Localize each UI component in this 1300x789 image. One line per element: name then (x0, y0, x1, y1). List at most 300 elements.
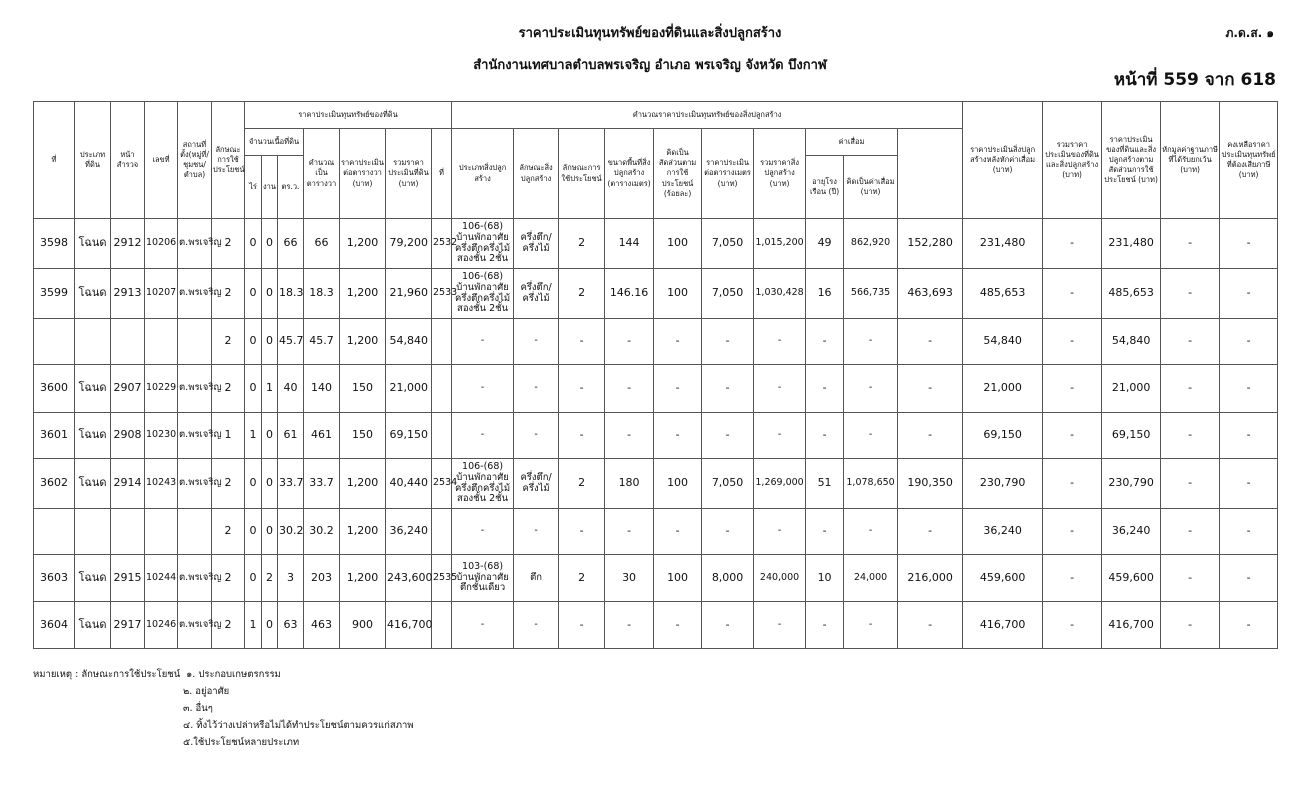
cell-doc-type: โฉนด (75, 555, 111, 602)
cell-no: 3602 (34, 459, 75, 509)
cell-price-per-wa: 1,200 (340, 509, 386, 555)
cell-proportional: - (1043, 219, 1102, 269)
cell-remaining: - (1161, 365, 1220, 413)
cell-b-price-sqm: 8,000 (702, 555, 754, 602)
notes-item: ๓. อื่นๆ (183, 703, 213, 714)
cell-doc-type: โฉนด (75, 413, 111, 459)
cell-usage: 2 (212, 319, 245, 365)
cell-b-after-dep: - (898, 509, 963, 555)
cell-remaining: - (1161, 269, 1220, 319)
cell-remaining: - (1161, 219, 1220, 269)
notes-item: ๕.ใช้ประโยชน์หลายประเภท (183, 737, 300, 748)
cell-b-character: - (514, 602, 559, 649)
cell-location: ต.พรเจริญ (178, 365, 212, 413)
cell-b-type: - (452, 319, 514, 365)
cell-price-per-wa: 150 (340, 365, 386, 413)
cell-ngan: 0 (262, 413, 278, 459)
cell-no: 3601 (34, 413, 75, 459)
notes (33, 666, 414, 751)
cell-location: ต.พรเจริญ (178, 459, 212, 509)
cell-b-price-sqm: - (702, 319, 754, 365)
cell-survey-page (111, 509, 145, 555)
col-ngan: งาน (262, 156, 278, 219)
cell-doc-no (145, 509, 178, 555)
cell-b-total: 1,015,200 (754, 219, 806, 269)
cell-b-size: - (605, 319, 654, 365)
col-doc-no: เลขที่ (145, 102, 178, 219)
cell-dep-age: - (806, 413, 844, 459)
cell-b-after-dep: 463,693 (898, 269, 963, 319)
col-doc-type: ประเภทที่ดิน (75, 102, 111, 219)
cell-dep-age: 51 (806, 459, 844, 509)
cell-b-no: 2532 (432, 219, 452, 269)
col-no: ที่ (34, 102, 75, 219)
cell-area-calc: 461 (304, 413, 340, 459)
cell-b-percent: 100 (654, 459, 702, 509)
cell-remaining: - (1161, 509, 1220, 555)
col-location: สถานที่ตั้ง(หมู่ที่/ชุมชน/ตำบล) (178, 102, 212, 219)
table-row (34, 509, 1278, 555)
cell-b-usage: 2 (559, 555, 605, 602)
cell-b-type: 106-(68) บ้านพักอาศัยครึ่งตึกครึ่งไม้สองชั้น 2ชั้น (452, 219, 514, 269)
cell-no: 3604 (34, 602, 75, 649)
cell-price-per-wa: 1,200 (340, 555, 386, 602)
col-grand-total: รวมราคาประเมินของที่ดินและสิ่งปลูกสร้าง (บาท) (1043, 102, 1102, 219)
cell-b-price-sqm: - (702, 602, 754, 649)
cell-usage: 2 (212, 459, 245, 509)
cell-doc-no: 10206 (145, 219, 178, 269)
cell-b-after-dep: - (898, 365, 963, 413)
cell-deduction: 54,840 (1102, 319, 1161, 365)
cell-remaining: - (1161, 602, 1220, 649)
cell-b-no (432, 413, 452, 459)
cell-b-percent: - (654, 413, 702, 459)
col-b-total: รวมราคาสิ่งปลูกสร้าง (บาท) (754, 129, 806, 219)
cell-b-no: 2533 (432, 269, 452, 319)
cell-area-calc: 140 (304, 365, 340, 413)
col-b-after-dep: ราคาประเมินสิ่งปลูกสร้างหลังหักค่าเสื่อม (บาท) (963, 102, 1043, 219)
cell-location: ต.พรเจริญ (178, 219, 212, 269)
cell-ngan: 0 (262, 219, 278, 269)
cell-b-character: - (514, 413, 559, 459)
cell-rai: 0 (245, 509, 262, 555)
cell-b-size: - (605, 413, 654, 459)
cell-b-usage: - (559, 319, 605, 365)
cell-survey-page: 2907 (111, 365, 145, 413)
cell-b-size: - (605, 509, 654, 555)
cell-grand-total: 231,480 (963, 219, 1043, 269)
col-survey-page: หน้าสำรวจ (111, 102, 145, 219)
cell-dep-age: - (806, 509, 844, 555)
table-row (34, 365, 1278, 413)
cell-rai: 0 (245, 219, 262, 269)
cell-tax-rate: - (1220, 509, 1278, 555)
col-b-size: ขนาดพื้นที่สิ่งปลูกสร้าง (ตารางเมตร) (605, 129, 654, 219)
cell-land-total: 40,440 (386, 459, 432, 509)
cell-b-character: ตึก (514, 555, 559, 602)
cell-usage: 2 (212, 365, 245, 413)
cell-doc-no: 10243 (145, 459, 178, 509)
cell-land-total: 69,150 (386, 413, 432, 459)
cell-usage: 2 (212, 509, 245, 555)
form-code: ภ.ด.ส. ๑ (1225, 26, 1274, 40)
cell-deduction: 36,240 (1102, 509, 1161, 555)
cell-tax-rate: - (1220, 319, 1278, 365)
cell-b-no (432, 365, 452, 413)
col-b-percent: คิดเป็นสัดส่วนตามการใช้ประโยชน์ (ร้อยละ) (654, 129, 702, 219)
cell-survey-page: 2913 (111, 269, 145, 319)
cell-b-character: - (514, 365, 559, 413)
cell-ngan: 1 (262, 365, 278, 413)
notes-line-1 (33, 666, 414, 683)
cell-wa: 63 (278, 602, 304, 649)
cell-b-percent: - (654, 319, 702, 365)
cell-tax-rate: - (1220, 459, 1278, 509)
table-row (34, 269, 1278, 319)
cell-ngan: 0 (262, 602, 278, 649)
cell-tax-rate: - (1220, 602, 1278, 649)
cell-b-price-sqm: - (702, 365, 754, 413)
group-area: จำนวนเนื้อที่ดิน (245, 129, 304, 156)
cell-location: ต.พรเจริญ (178, 413, 212, 459)
cell-b-type: - (452, 509, 514, 555)
cell-doc-no: 10230 (145, 413, 178, 459)
cell-no: 3598 (34, 219, 75, 269)
cell-doc-type: โฉนด (75, 459, 111, 509)
cell-doc-no (145, 319, 178, 365)
cell-area-calc: 463 (304, 602, 340, 649)
cell-dep-age: - (806, 319, 844, 365)
cell-doc-type: โฉนด (75, 602, 111, 649)
col-price-per-wa: ราคาประเมินต่อตารางวา (บาท) (340, 129, 386, 219)
cell-proportional: - (1043, 509, 1102, 555)
cell-b-usage: - (559, 509, 605, 555)
cell-b-after-dep: 216,000 (898, 555, 963, 602)
notes-item: ๔. ทิ้งไว้ว่างเปล่าหรือไม่ได้ทำประโยชน์ตามควรแก่สภาพ (183, 720, 414, 731)
col-b-no: ที่ (432, 129, 452, 219)
cell-b-percent: - (654, 509, 702, 555)
cell-no (34, 319, 75, 365)
cell-grand-total: 459,600 (963, 555, 1043, 602)
cell-rai: 0 (245, 365, 262, 413)
cell-b-character: - (514, 319, 559, 365)
cell-survey-page: 2912 (111, 219, 145, 269)
cell-b-no (432, 602, 452, 649)
cell-b-no (432, 509, 452, 555)
cell-doc-no: 10207 (145, 269, 178, 319)
cell-b-total: - (754, 509, 806, 555)
cell-b-no: 2534 (432, 459, 452, 509)
cell-land-total: 79,200 (386, 219, 432, 269)
cell-land-total: 54,840 (386, 319, 432, 365)
col-dep-amount: คิดเป็นค่าเสื่อม (บาท) (844, 156, 898, 219)
cell-b-total: - (754, 319, 806, 365)
cell-area-calc: 18.3 (304, 269, 340, 319)
cell-usage: 2 (212, 269, 245, 319)
cell-land-total: 21,960 (386, 269, 432, 319)
cell-b-total: - (754, 365, 806, 413)
cell-b-type: - (452, 413, 514, 459)
cell-b-type: 106-(68) บ้านพักอาศัยครึ่งตึกครึ่งไม้สองชั้น 2ชั้น (452, 269, 514, 319)
table-row (34, 219, 1278, 269)
cell-wa: 18.3 (278, 269, 304, 319)
cell-price-per-wa: 1,200 (340, 319, 386, 365)
cell-ngan: 0 (262, 509, 278, 555)
page-indicator: หน้าที่ 559 จาก 618 (1113, 70, 1276, 90)
cell-dep-amount: - (844, 413, 898, 459)
cell-rai: 1 (245, 413, 262, 459)
cell-wa: 3 (278, 555, 304, 602)
cell-ngan: 0 (262, 459, 278, 509)
cell-proportional: - (1043, 269, 1102, 319)
cell-b-usage: - (559, 365, 605, 413)
cell-dep-amount: - (844, 509, 898, 555)
cell-land-total: 416,700 (386, 602, 432, 649)
cell-b-after-dep: - (898, 602, 963, 649)
cell-remaining: - (1161, 319, 1220, 365)
col-usage: ลักษณะการใช้ประโยชน์ (212, 102, 245, 219)
cell-land-total: 36,240 (386, 509, 432, 555)
cell-usage: 2 (212, 219, 245, 269)
cell-b-total: 240,000 (754, 555, 806, 602)
cell-doc-no: 10244 (145, 555, 178, 602)
cell-b-size: - (605, 602, 654, 649)
cell-land-total: 21,000 (386, 365, 432, 413)
cell-rai: 0 (245, 459, 262, 509)
cell-no: 3603 (34, 555, 75, 602)
cell-b-size: 144 (605, 219, 654, 269)
cell-survey-page: 2915 (111, 555, 145, 602)
cell-dep-age: 16 (806, 269, 844, 319)
cell-area-calc: 66 (304, 219, 340, 269)
cell-b-price-sqm: - (702, 413, 754, 459)
cell-price-per-wa: 150 (340, 413, 386, 459)
cell-grand-total: 54,840 (963, 319, 1043, 365)
cell-deduction: 485,653 (1102, 269, 1161, 319)
cell-b-character: ครึ่งตึก/ครึ่งไม้ (514, 269, 559, 319)
cell-proportional: - (1043, 602, 1102, 649)
cell-b-usage: - (559, 602, 605, 649)
cell-usage: 2 (212, 555, 245, 602)
cell-rai: 1 (245, 602, 262, 649)
cell-survey-page: 2914 (111, 459, 145, 509)
cell-b-usage: 2 (559, 219, 605, 269)
cell-survey-page: 2917 (111, 602, 145, 649)
cell-b-price-sqm: 7,050 (702, 459, 754, 509)
col-b-type: ประเภทสิ่งปลูกสร้าง (452, 129, 514, 219)
cell-b-size: 146.16 (605, 269, 654, 319)
table-body (34, 219, 1278, 649)
col-b-price-sqm: ราคาประเมินต่อตารางเมตร (บาท) (702, 129, 754, 219)
cell-deduction: 21,000 (1102, 365, 1161, 413)
cell-location: ต.พรเจริญ (178, 602, 212, 649)
group-land: ราคาประเมินทุนทรัพย์ของที่ดิน (245, 102, 452, 129)
cell-tax-rate: - (1220, 219, 1278, 269)
cell-survey-page (111, 319, 145, 365)
cell-b-percent: 100 (654, 269, 702, 319)
cell-grand-total: 36,240 (963, 509, 1043, 555)
cell-wa: 40 (278, 365, 304, 413)
cell-tax-rate: - (1220, 269, 1278, 319)
col-dep-age: อายุโรงเรือน (ปี) (806, 156, 844, 219)
cell-b-total: - (754, 602, 806, 649)
cell-b-total: - (754, 413, 806, 459)
cell-dep-amount: 862,920 (844, 219, 898, 269)
cell-dep-age: 10 (806, 555, 844, 602)
cell-price-per-wa: 1,200 (340, 219, 386, 269)
cell-price-per-wa: 900 (340, 602, 386, 649)
cell-b-type: 106-(68) บ้านพักอาศัยครึ่งตึกครึ่งไม้สองชั้น 2ชั้น (452, 459, 514, 509)
table-row (34, 319, 1278, 365)
cell-dep-amount: - (844, 319, 898, 365)
cell-ngan: 0 (262, 319, 278, 365)
cell-no: 3599 (34, 269, 75, 319)
cell-rai: 0 (245, 555, 262, 602)
cell-tax-rate: - (1220, 555, 1278, 602)
cell-b-percent: - (654, 365, 702, 413)
cell-doc-type: โฉนด (75, 365, 111, 413)
cell-b-size: 30 (605, 555, 654, 602)
cell-deduction: 416,700 (1102, 602, 1161, 649)
col-rai: ไร่ (245, 156, 262, 219)
cell-location: ต.พรเจริญ (178, 555, 212, 602)
cell-b-after-dep: 152,280 (898, 219, 963, 269)
cell-remaining: - (1161, 459, 1220, 509)
cell-b-percent: 100 (654, 219, 702, 269)
cell-dep-amount: 24,000 (844, 555, 898, 602)
cell-area-calc: 30.2 (304, 509, 340, 555)
cell-b-character: ครึ่งตึก/ครึ่งไม้ (514, 459, 559, 509)
cell-b-usage: 2 (559, 269, 605, 319)
cell-b-percent: - (654, 602, 702, 649)
table-row (34, 459, 1278, 509)
cell-price-per-wa: 1,200 (340, 459, 386, 509)
cell-remaining: - (1161, 413, 1220, 459)
cell-rai: 0 (245, 269, 262, 319)
cell-b-type: - (452, 602, 514, 649)
cell-grand-total: 21,000 (963, 365, 1043, 413)
cell-tax-rate: - (1220, 365, 1278, 413)
cell-b-no: 2535 (432, 555, 452, 602)
cell-proportional: - (1043, 555, 1102, 602)
cell-doc-type (75, 319, 111, 365)
cell-dep-amount: 1,078,650 (844, 459, 898, 509)
col-deduction: หักมูลค่าฐานภาษีที่ได้รับยกเว้น (บาท) (1161, 102, 1220, 219)
cell-doc-type: โฉนด (75, 269, 111, 319)
cell-price-per-wa: 1,200 (340, 269, 386, 319)
cell-wa: 33.7 (278, 459, 304, 509)
cell-b-price-sqm: 7,050 (702, 269, 754, 319)
cell-b-after-dep: 190,350 (898, 459, 963, 509)
cell-location: ต.พรเจริญ (178, 269, 212, 319)
cell-doc-type: โฉนด (75, 219, 111, 269)
notes-label: หมายเหตุ : ลักษณะการใช้ประโยชน์ (33, 669, 181, 680)
cell-no: 3600 (34, 365, 75, 413)
cell-proportional: - (1043, 459, 1102, 509)
cell-b-price-sqm: - (702, 509, 754, 555)
cell-b-total: 1,030,428 (754, 269, 806, 319)
cell-b-type: 103-(68) บ้านพักอาศัยตึกชั้นเดียว (452, 555, 514, 602)
cell-b-character: - (514, 509, 559, 555)
cell-proportional: - (1043, 365, 1102, 413)
cell-b-total: 1,269,000 (754, 459, 806, 509)
cell-deduction: 231,480 (1102, 219, 1161, 269)
cell-rai: 0 (245, 319, 262, 365)
cell-dep-age: - (806, 365, 844, 413)
cell-dep-amount: - (844, 602, 898, 649)
report-subtitle: สำนักงานเทศบาลตำบลพรเจริญ อำเภอ พรเจริญ จังหวัด บึงกาฬ (473, 58, 827, 73)
cell-b-no (432, 319, 452, 365)
cell-proportional: - (1043, 413, 1102, 459)
cell-location (178, 509, 212, 555)
group-depreciation: ค่าเสื่อม (806, 129, 898, 156)
cell-dep-age: 49 (806, 219, 844, 269)
cell-area-calc: 203 (304, 555, 340, 602)
cell-doc-no: 10229 (145, 365, 178, 413)
cell-b-after-dep: - (898, 319, 963, 365)
col-land-total: รวมราคาประเมินที่ดิน (บาท) (386, 129, 432, 219)
report-title: ราคาประเมินทุนทรัพย์ของที่ดินและสิ่งปลูกสร้าง (518, 26, 782, 41)
cell-b-size: 180 (605, 459, 654, 509)
cell-wa: 30.2 (278, 509, 304, 555)
notes-item: ๑. ประกอบเกษตรกรรม (186, 669, 281, 680)
cell-deduction: 459,600 (1102, 555, 1161, 602)
cell-b-size: - (605, 365, 654, 413)
col-proportional: ราคาประเมินของที่ดินและสิ่งปลูกสร้างตามสัดส่วนการใช้ประโยชน์ (บาท) (1102, 102, 1161, 219)
cell-wa: 61 (278, 413, 304, 459)
cell-area-calc: 45.7 (304, 319, 340, 365)
cell-b-percent: 100 (654, 555, 702, 602)
cell-dep-amount: 566,735 (844, 269, 898, 319)
col-b-usage: ลักษณะการใช้ประโยชน์ (559, 129, 605, 219)
cell-wa: 66 (278, 219, 304, 269)
cell-no (34, 509, 75, 555)
cell-deduction: 230,790 (1102, 459, 1161, 509)
cell-b-character: ครึ่งตึก/ครึ่งไม้ (514, 219, 559, 269)
cell-survey-page: 2908 (111, 413, 145, 459)
cell-b-usage: - (559, 413, 605, 459)
col-b-character: ลักษณะสิ่งปลูกสร้าง (514, 129, 559, 219)
cell-grand-total: 230,790 (963, 459, 1043, 509)
cell-doc-no: 10246 (145, 602, 178, 649)
notes-item: ๒. อยู่อาศัย (183, 686, 230, 697)
table-row (34, 413, 1278, 459)
table-row (34, 555, 1278, 602)
cell-b-after-dep: - (898, 413, 963, 459)
cell-dep-age: - (806, 602, 844, 649)
cell-proportional: - (1043, 319, 1102, 365)
cell-land-total: 243,600 (386, 555, 432, 602)
cell-grand-total: 69,150 (963, 413, 1043, 459)
col-area-calc: คำนวณเป็นตารางวา (304, 129, 340, 219)
cell-grand-total: 416,700 (963, 602, 1043, 649)
col-wa: ตร.ว. (278, 156, 304, 219)
cell-dep-amount: - (844, 365, 898, 413)
col-remaining: คงเหลือราคาประเมินทุนทรัพย์ที่ต้องเสียภาษี (บาท) (1220, 102, 1278, 219)
cell-ngan: 2 (262, 555, 278, 602)
cell-usage: 2 (212, 602, 245, 649)
cell-usage: 1 (212, 413, 245, 459)
assessment-table (33, 101, 1278, 649)
cell-tax-rate: - (1220, 413, 1278, 459)
cell-doc-type (75, 509, 111, 555)
cell-grand-total: 485,653 (963, 269, 1043, 319)
cell-ngan: 0 (262, 269, 278, 319)
table-row (34, 602, 1278, 649)
group-building: คำนวณราคาประเมินทุนทรัพย์ของสิ่งปลูกสร้าง (452, 102, 963, 129)
cell-wa: 45.7 (278, 319, 304, 365)
cell-location (178, 319, 212, 365)
